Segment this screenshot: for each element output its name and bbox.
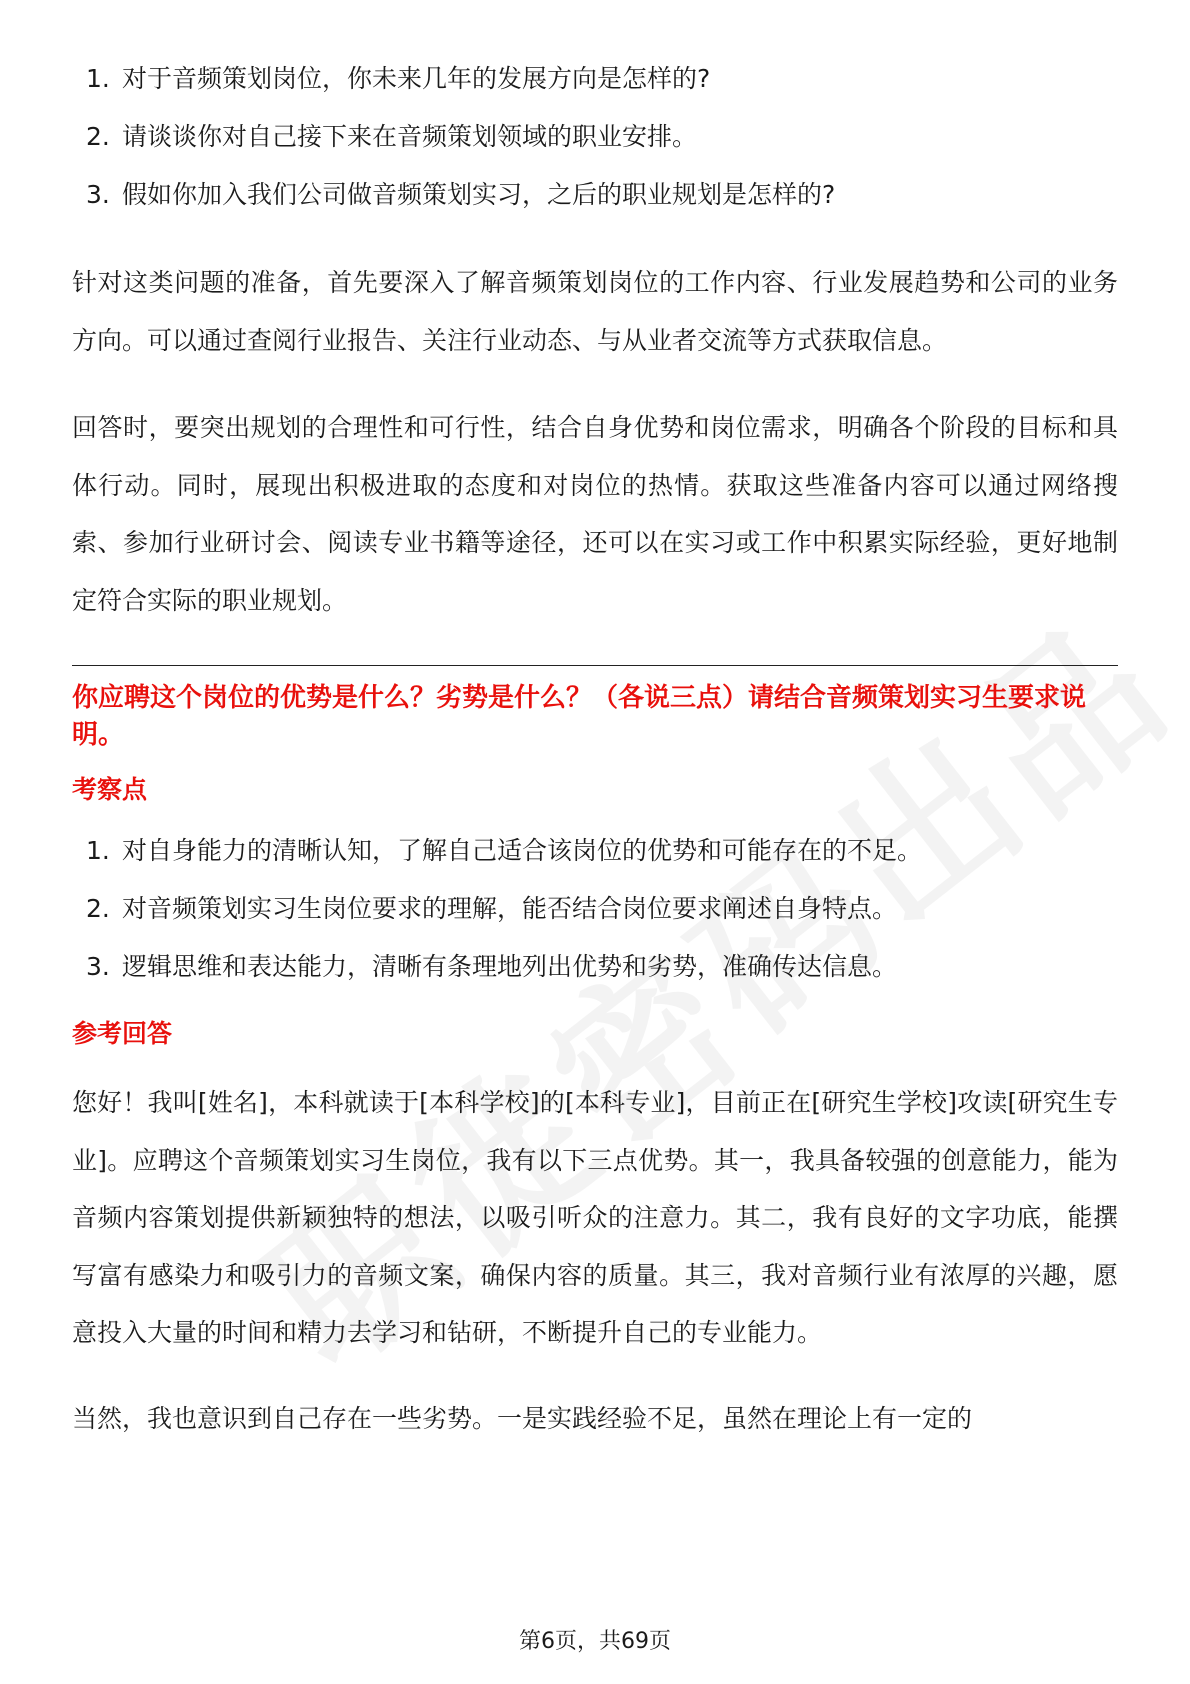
list-item-number: 1. [86,64,110,93]
reference-paragraph-2: 当然，我也意识到自己存在一些劣势。一是实践经验不足，虽然在理论上有一定的 [72,1403,973,1433]
list-item-number: 3. [86,952,110,981]
list-item-text: 请谈谈你对自己接下来在音频策划领域的职业安排。 [122,122,698,151]
list-item-text: 对音频策划实习生岗位要求的理解，能否结合岗位要求阐述自身特点。 [122,894,898,923]
list-item-number: 3. [86,180,110,209]
exam-points-list [72,822,1118,996]
question-title: 你应聘这个岗位的优势是什么？劣势是什么？（各说三点）请结合音频策划实习生要求说明。 [72,683,1087,750]
list-item-number: 2. [86,122,110,151]
reference-heading: 参考回答 [72,1019,173,1048]
list-item [72,822,1118,880]
prep-paragraph: 针对这类问题的准备，首先要深入了解音频策划岗位的工作内容、行业发展趋势和公司的业务方向。可以通过查阅行业报告、关注行业动态、与从业者交流等方式获取信息。 [72,268,1118,355]
list-item [72,108,1118,166]
list-item [72,50,1118,108]
exam-points-heading: 考察点 [72,775,148,804]
list-item-text: 假如你加入我们公司做音频策划实习，之后的职业规划是怎样的? [122,180,836,209]
list-item-text: 对于音频策划岗位，你未来几年的发展方向是怎样的? [122,64,711,93]
page-footer: 第6页，共69页 [519,1629,671,1654]
list-item [72,938,1118,996]
section-divider [72,665,1118,666]
list-item-number: 1. [86,836,110,865]
list-item [72,880,1118,938]
list-item-text: 逻辑思维和表达能力，清晰有条理地列出优势和劣势，准确传达信息。 [122,952,898,981]
intro-question-list [72,50,1118,224]
list-item-text: 对自身能力的清晰认知，了解自己适合该岗位的优势和可能存在的不足。 [122,836,923,865]
answer-tip-paragraph: 回答时，要突出规划的合理性和可行性，结合自身优势和岗位需求，明确各个阶段的目标和具体行动。同时，展现出积极进取的态度和对岗位的热情。获取这些准备内容可以通过网络搜索、参加行业研讨会、阅读专业书籍等途径，还可以在实习或工作中积累实际经验，更好地制定符合实际的职业规划。 [72,413,1118,615]
reference-paragraph-1: 您好！我叫[姓名]，本科就读于[本科学校]的[本科专业]，目前正在[研究生学校]攻读[研究生专业]。应聘这个音频策划实习生岗位，我有以下三点优势。其一，我具备较强的创意能力，能为音频内容策划提供新颖独特的想法，以吸引听众的注意力。其二，我有良好的文字功底，能撰写富有感染力和吸引力的音频文案，确保内容的质量。其三，我对音频行业有浓厚的兴趣，愿意投入大量的时间和精力去学习和钻研，不断提升自己的专业能力。 [72,1088,1118,1347]
document-page [72,50,1118,1447]
list-item [72,166,1118,224]
list-item-number: 2. [86,894,110,923]
